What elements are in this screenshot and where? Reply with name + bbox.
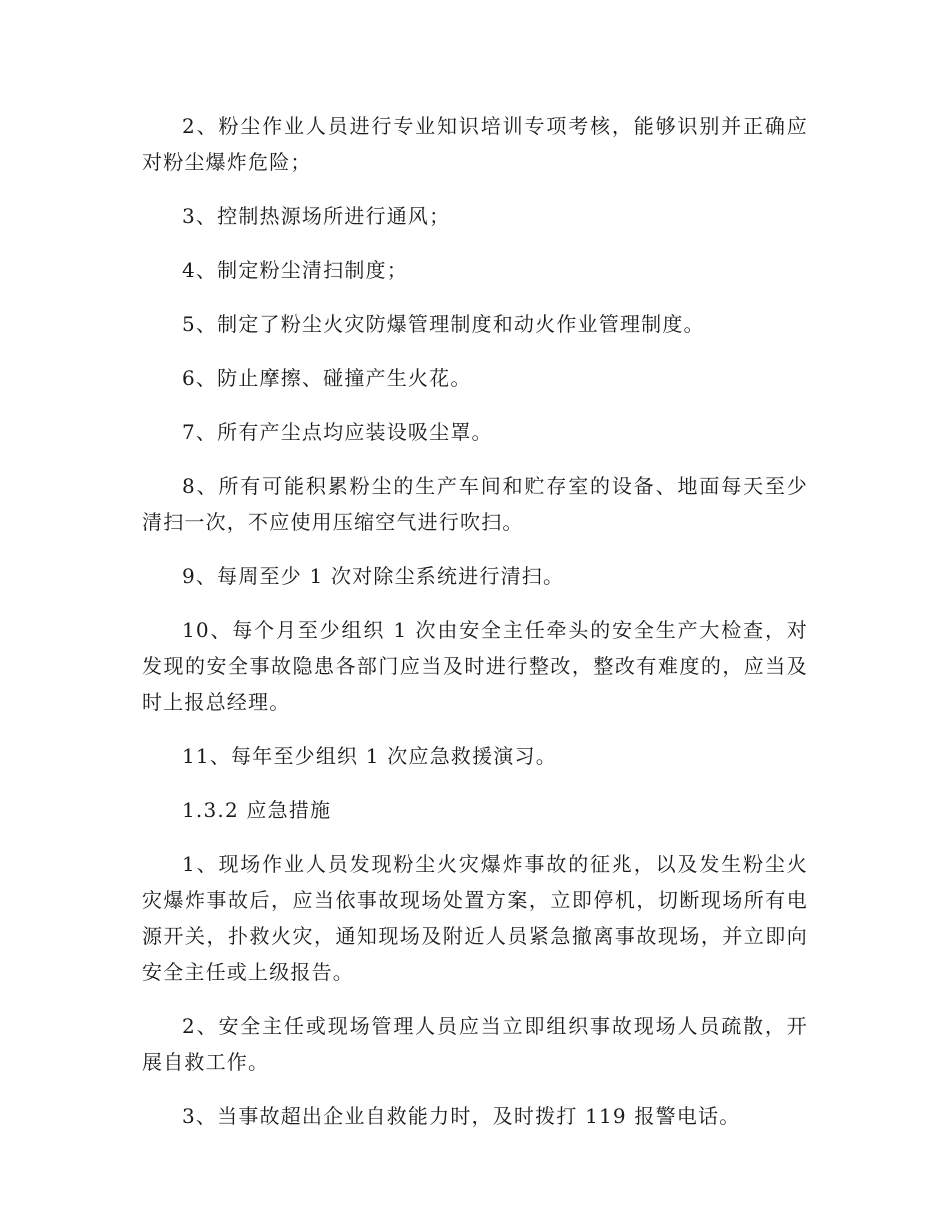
paragraph-item-7-dust-hood: 7、所有产尘点均应装设吸尘罩。 [182,420,493,444]
document-body [142,108,808,1152]
paragraph-item-2-dust-training: 2、粉尘作业人员进行专业知识培训专项考核，能够识别并正确应对粉尘爆炸危险； [142,114,808,174]
section-heading-emergency-measures: 1.3.2 应急措施 [182,798,332,822]
paragraph-item-6-spark-prevention: 6、防止摩擦、碰撞产生火花。 [182,366,472,390]
paragraph-emergency-1: 1、现场作业人员发现粉尘火灾爆炸事故的征兆，以及发生粉尘火灾爆炸事故后，应当依事故现场处置方案，立即停机，切断现场所有电源开关，扑救火灾，通知现场及附近人员紧急撤离事故现场，并立即向安全主任或上级报告。 [142,852,808,984]
paragraph-emergency-2: 2、安全主任或现场管理人员应当立即组织事故现场人员疏散，开展自救工作。 [142,1014,808,1074]
paragraph-item-10-monthly-inspection: 10、每个月至少组织 1 次由安全主任牵头的安全生产大检查，对发现的安全事故隐患各部门应当及时进行整改，整改有难度的，应当及时上报总经理。 [142,618,808,714]
paragraph-item-4-cleaning-system: 4、制定粉尘清扫制度； [182,258,408,282]
paragraph-item-3-ventilation: 3、控制热源场所进行通风； [182,204,451,228]
paragraph-item-5-fire-prevention-system: 5、制定了粉尘火灾防爆管理制度和动火作业管理制度。 [182,312,705,336]
paragraph-item-11-annual-drill: 11、每年至少组织 1 次应急救援演习。 [182,744,557,768]
paragraph-item-8-daily-cleaning: 8、所有可能积累粉尘的生产车间和贮存室的设备、地面每天至少清扫一次，不应使用压缩空气进行吹扫。 [142,474,808,534]
paragraph-item-9-weekly-cleaning: 9、每周至少 1 次对除尘系统进行清扫。 [182,564,565,588]
paragraph-emergency-3: 3、当事故超出企业自救能力时，及时拨打 119 报警电话。 [182,1104,741,1128]
